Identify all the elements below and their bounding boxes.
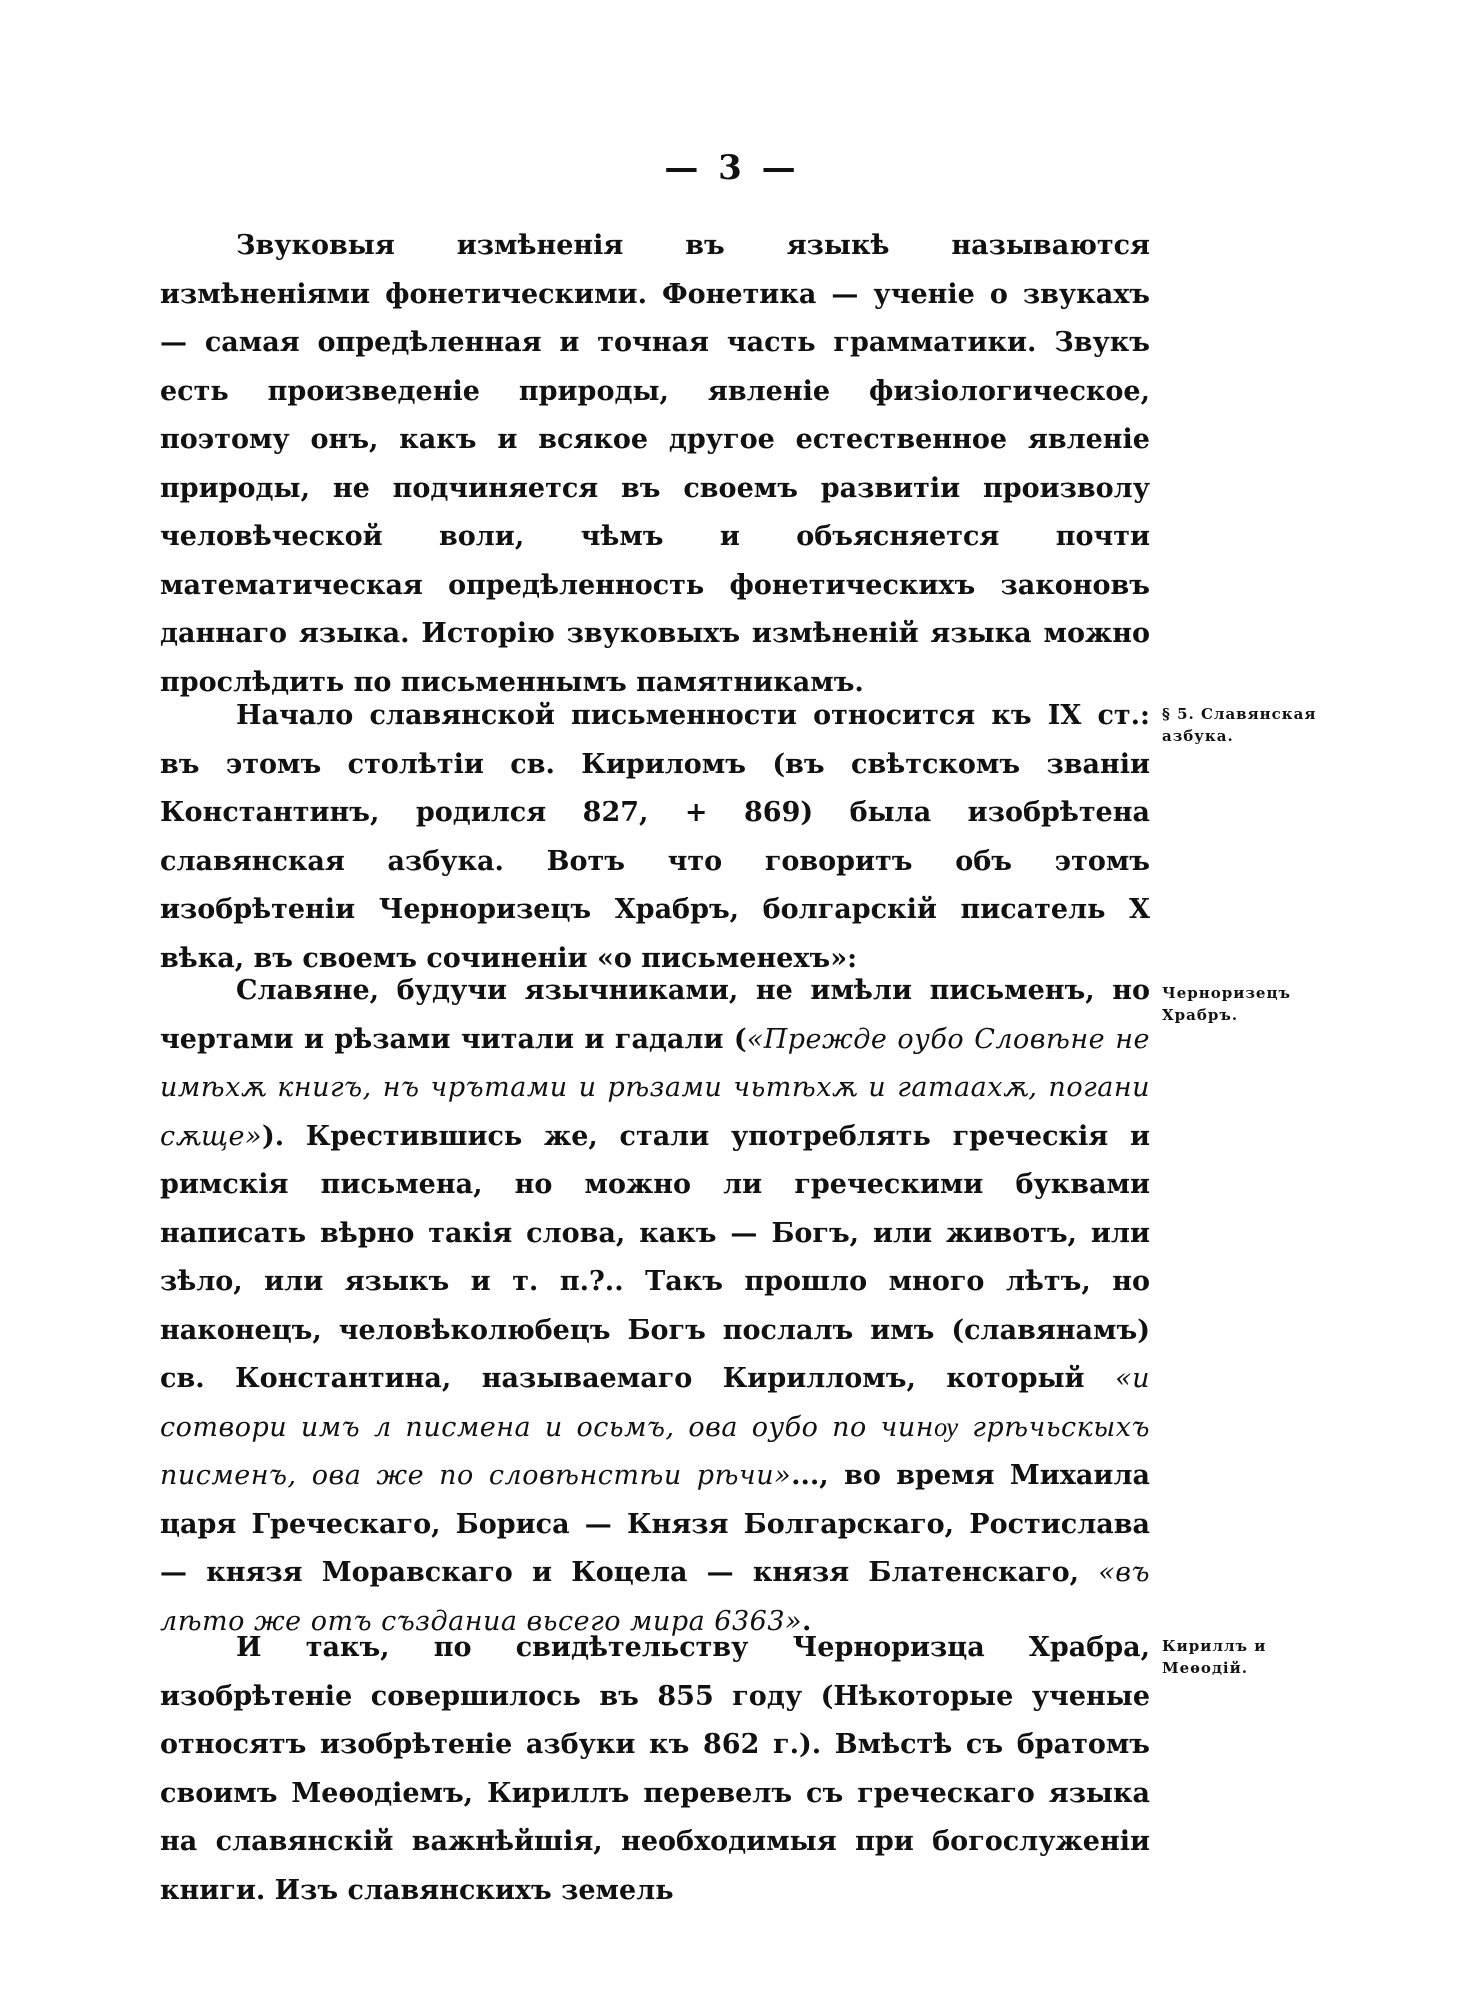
text-segment: ..., во время Михаила царя Греческаго, Бориса — Князя Болгарскаго, Ростислава — князя Моравскаго и Коцела — князя Блатенскаго,	[160, 1460, 1150, 1588]
margin-note-cyril-methodius: Кириллъ и Меѳодій.	[1162, 1637, 1267, 1677]
paragraph-text: Начало славянской письменности относится къ IX ст.: въ этомъ столѣтіи св. Кириломъ (въ свѣтскомъ званіи Константинъ, родился 827, + 869) была изобрѣтена славянская азбука. Вотъ что говоритъ объ этомъ изобрѣтеніи Черноризецъ Храбръ, болгарскій писатель X вѣка, въ своемъ сочиненіи «о письменехъ»:	[160, 700, 1150, 974]
paragraph-invention	[160, 1624, 1150, 1915]
paragraph-quote	[160, 967, 1150, 1646]
text-segment: Славяне, будучи язычниками, не имѣли письменъ, но чертами и рѣзами читали и гадали (	[160, 975, 1150, 1055]
page-number: — 3 —	[664, 148, 800, 188]
paragraph-origin	[160, 692, 1150, 983]
paragraph-phonetics	[160, 222, 1150, 707]
paragraph-text: И такъ, по свидѣтельству Черноризца Храбра, изобрѣтеніе совершилось въ 855 году (Нѣкоторые ученые относятъ изобрѣтеніе азбуки къ 862 г.). Вмѣстѣ съ братомъ своимъ Меѳодіемъ, Кириллъ перевелъ съ греческаго языка на славянскій важнѣйшія, необходимыя при богослуженіи книги. Изъ славянскихъ земель	[160, 1632, 1150, 1906]
text-segment: .	[802, 1605, 812, 1637]
text-segment: ). Крестившись же, стали употреблять греческія и римскія письмена, но можно ли греческими буквами написать вѣрно такія слова, какъ — Богъ, или животъ, или зѣло, или языкъ и т. п.?.. Такъ прошло много лѣтъ, но наконецъ, человѣколюбецъ Богъ послалъ имъ (славянамъ) св. Константина, называемаго Кирилломъ, который	[160, 1120, 1150, 1394]
paragraph-text	[160, 967, 1150, 1646]
old-slavonic-quote: «и сотвори имъ л писмена и осьмъ, ова оубо по чинѹ грѣчьскыхъ писменъ, ова же по словѣнстѣи рѣчи»	[160, 1363, 1150, 1491]
old-slavonic-quote: «Прежде оубо Словѣне не имѣхѫ книгъ, нъ чрътами и рѣзами чьтѣхѫ и гатаахѫ, погани сѫще»	[160, 1023, 1150, 1152]
margin-note-khrabr: Черноризецъ Храбръ.	[1162, 984, 1292, 1024]
old-slavonic-quote: «въ лѣто же отъ създаниа вьсего мира 6363»	[160, 1557, 1150, 1637]
margin-note-alphabet: § 5. Славянская азбука.	[1162, 705, 1317, 745]
paragraph-text: Звуковыя измѣненія въ языкѣ называются измѣненіями фонетическими. Фонетика — ученіе о звукахъ — самая опредѣленная и точная часть грамматики. Звукъ есть произведеніе природы, явленіе физіологическое, поэтому онъ, какъ и всякое другое естественное явленіе природы, не подчиняется въ своемъ развитіи произволу человѣческой воли, чѣмъ и объясняется почти математическая опредѣленность фонетическихъ законовъ даннаго языка. Исторію звуковыхъ измѣненій языка можно прослѣдить по письменнымъ памятникамъ.	[160, 230, 1150, 698]
